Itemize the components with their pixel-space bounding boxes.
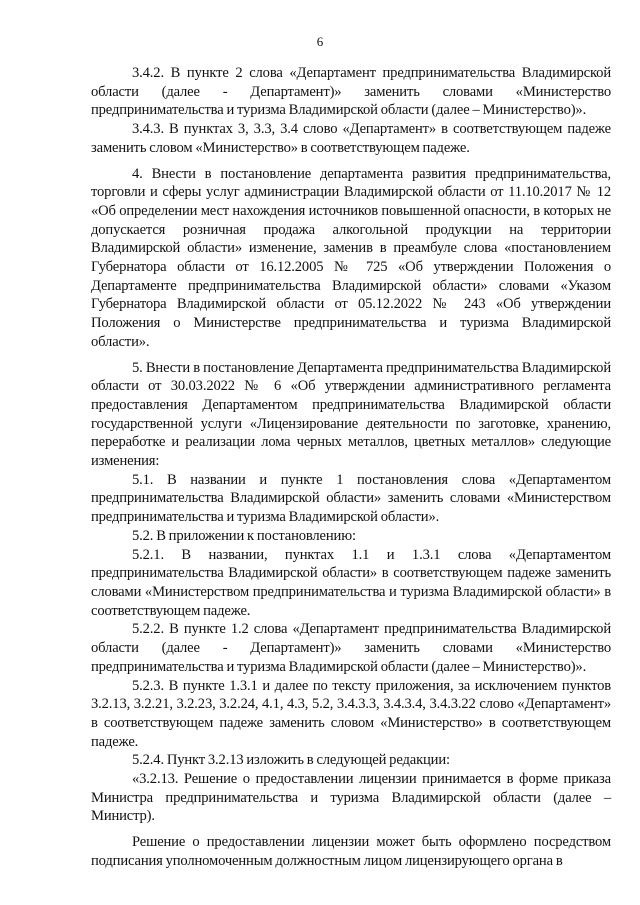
paragraph-3-4-2: 3.4.2. В пункте 2 слова «Департамент предпринимательства Владимирской области (далее - Департамент)» заменить словами «Министерство предпринимательства и туризма Владимирской области (далее – Министерство)». — [91, 65, 611, 119]
paragraph-5-2-1: 5.2.1. В названии, пунктах 1.1 и 1.3.1 слова «Департаментом предпринимательства Владимирской области» в соответствующем падеже заменить словами «Министерством предпринимательства и туризма Владимирской области» в соответствующем падеже. — [91, 546, 611, 619]
paragraph-3-4-3: 3.4.3. В пунктах 3, 3.3, 3.4 слово «Департамент» в соответствующем падеже заменить словом «Министерство» в соответствующем падеже. — [91, 121, 611, 156]
paragraph-5-1: 5.1. В названии и пункте 1 постановления слова «Департаментом предпринимательства Владимирской области» заменить словами «Министерством предпринимательства и туризма Владимирской области». — [91, 471, 611, 526]
document-body — [91, 64, 611, 871]
page-number: 6 — [316, 34, 324, 49]
paragraph-4: 4. Внести в постановление департамента развития предпринимательства, торговли и сферы услуг администрации Владимирской области от 11.10.2017 № 12 «Об определении мест нахождения источников повышенной опасности, в которых не допускается розничная продажа алкогольной продукции на территории Владимирской области» изменение, заменив в преамбуле слова «постановлением Губернатора области от 16.12.2005 № 725 «Об утверждении Положения о Департаменте предпринимательства Владимирской области» словами «Указом Губернатора Владимирской области от 05.12.2022 № 243 «Об утверждении Положения о Министерстве предпринимательства и туризма Владимирской области». — [91, 165, 611, 350]
paragraph-decision-signing: Решение о предоставлении лицензии может быть оформлено посредством подписания уполномоченным должностным лицом лицензирующего органа в — [91, 834, 611, 869]
paragraph-5-2-2: 5.2.2. В пункте 1.2 слова «Департамент предпринимательства Владимирской области (далее - Департамент)» заменить словами «Министерство предпринимательства и туризма Владимирской области (далее – Министерство)». — [91, 621, 611, 675]
paragraph-5-2-3: 5.2.3. В пункте 1.3.1 и далее по тексту приложения, за исключением пунктов 3.2.13, 3.2.21, 3.2.23, 3.2.24, 4.1, 4.3, 5.2, 3.4.3.3, 3.4.3.4, 3.4.3.22 слово «Департамент» в соответствующем падеже заменить словом «Министерство» в соответствующем падеже. — [91, 677, 611, 750]
paragraph-3-2-13: «3.2.13. Решение о предоставлении лицензии принимается в форме приказа Министра предпринимательства и туризма Владимирской области (далее – Министр). — [91, 771, 611, 825]
paragraph-5: 5. Внести в постановление Департамента предпринимательства Владимирской области от 30.03.2022 № 6 «Об утверждении административного регламента предоставления Департаментом предпринимательства Владимирской области государственной услуги «Лицензирование деятельности по заготовке, хранению, переработке и реализации лома черных металлов, цветных металлов» следующие изменения: — [91, 359, 611, 470]
paragraph-5-2-4: 5.2.4. Пункт 3.2.13 изложить в следующей редакции: — [132, 752, 450, 769]
paragraph-5-2: 5.2. В приложении к постановлению: — [132, 527, 356, 544]
